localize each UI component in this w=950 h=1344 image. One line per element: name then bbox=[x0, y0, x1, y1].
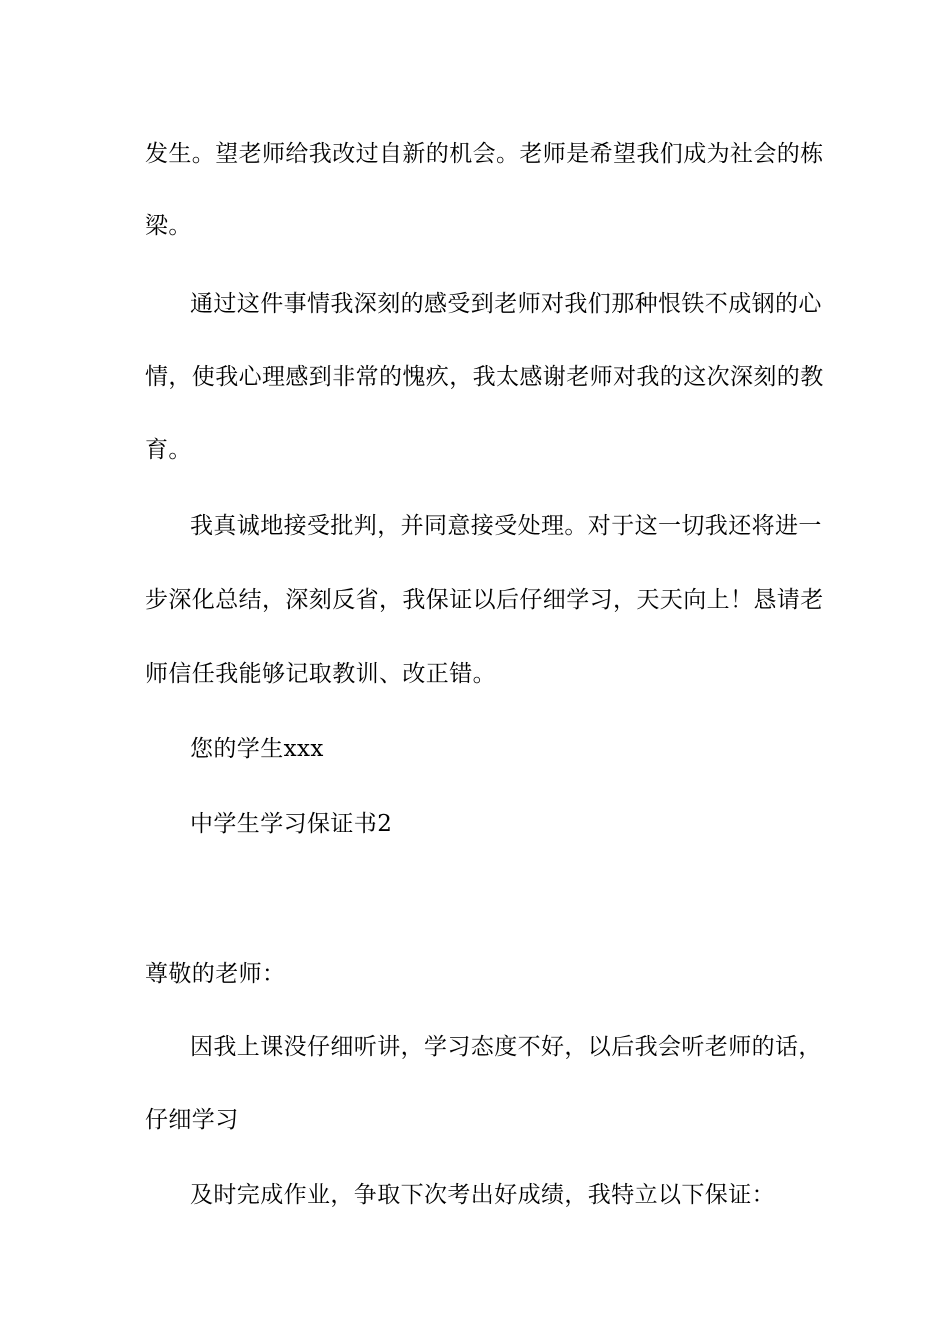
paragraph-5-line-1: 及时完成作业，争取下次考出好成绩，我特立以下保证： bbox=[190, 1182, 775, 1208]
paragraph-4-line-1: 因我上课没仔细听讲，学习态度不好，以后我会听老师的话， bbox=[190, 1034, 822, 1060]
paragraph-3-line-2: 步深化总结，深刻反省，我保证以后仔细学习，天天向上！恳请老 bbox=[145, 587, 824, 613]
paragraph-3-line-1: 我真诚地接受批判，并同意接受处理。对于这一切我还将进一 bbox=[190, 513, 822, 539]
paragraph-1-line-2: 梁。 bbox=[145, 213, 192, 239]
paragraph-2-line-2: 情，使我心理感到非常的愧疚，我太感谢老师对我的这次深刻的教 bbox=[145, 364, 824, 390]
paragraph-3-line-3: 师信任我能够记取教训、改正错。 bbox=[145, 661, 496, 687]
salutation: 尊敬的老师： bbox=[145, 961, 286, 987]
signature: 您的学生xxx bbox=[190, 736, 324, 762]
section-title: 中学生学习保证书2 bbox=[190, 811, 393, 837]
paragraph-4-line-2: 仔细学习 bbox=[145, 1107, 239, 1133]
paragraph-1-line-1: 发生。望老师给我改过自新的机会。老师是希望我们成为社会的栋 bbox=[145, 141, 824, 167]
paragraph-2-line-1: 通过这件事情我深刻的感受到老师对我们那种恨铁不成钢的心 bbox=[190, 291, 822, 317]
paragraph-2-line-3: 育。 bbox=[145, 437, 192, 463]
